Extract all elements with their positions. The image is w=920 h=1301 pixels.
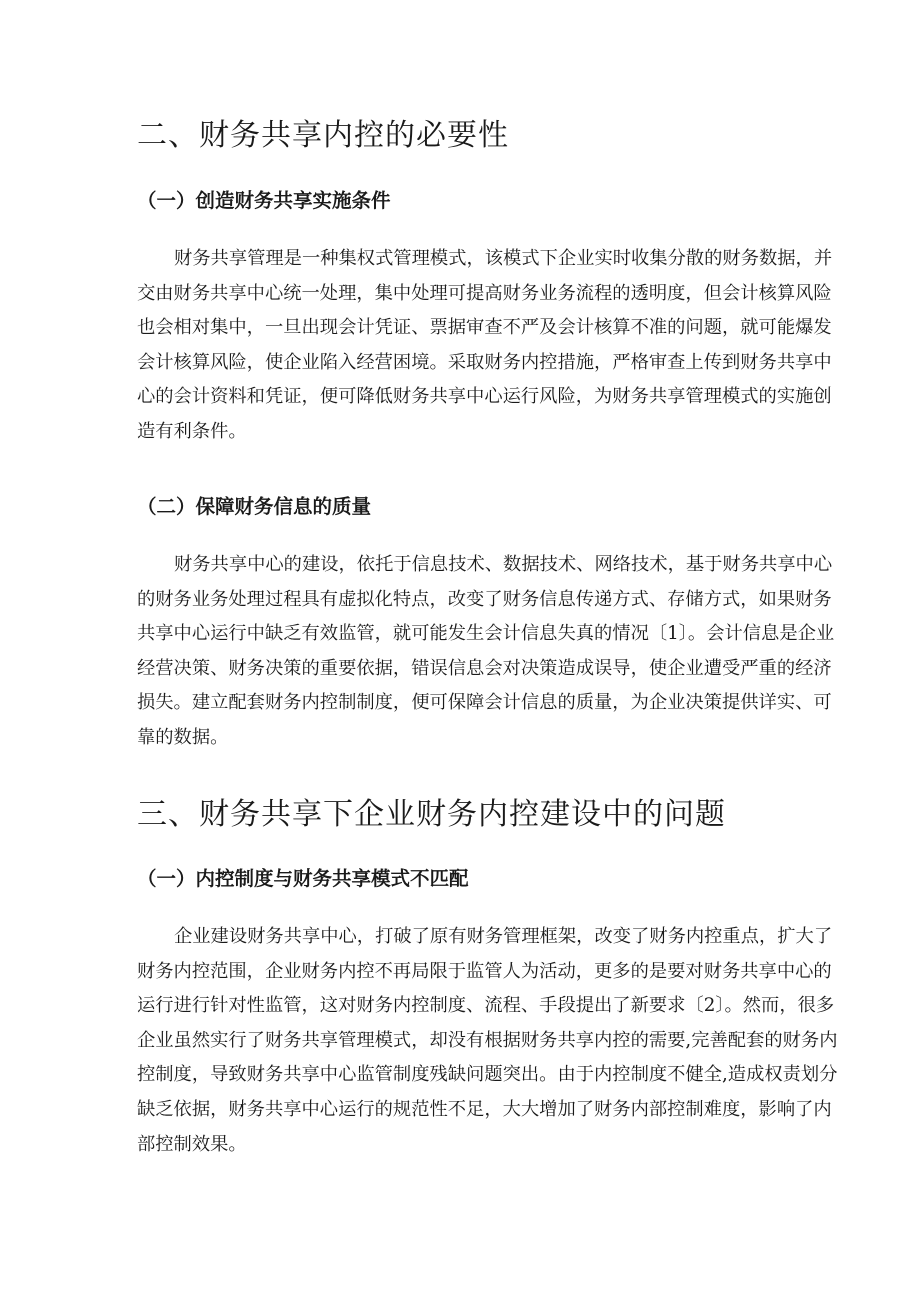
paragraph-line: 的财务业务处理过程具有虚拟化特点，改变了财务信息传递方式、存储方式，如果财务	[137, 588, 832, 610]
paragraph-line: 部控制效果。	[137, 1133, 247, 1155]
paragraph-line: 经营决策、财务决策的重要依据，错误信息会对决策造成误导，使企业遭受严重的经济	[137, 657, 832, 679]
paragraph-line: 交由财务共享中心统一处理，集中处理可提高财务业务流程的透明度，但会计核算风险	[137, 282, 832, 304]
paragraph	[137, 920, 838, 1162]
paragraph-line: 财务内控范围，企业财务内控不再局限于监管人为活动，更多的是要对财务共享中心的	[137, 960, 832, 982]
subsection-heading: （二）保障财务信息的质量	[137, 495, 372, 518]
paragraph-line: 财务共享中心的建设，依托于信息技术、数据技术、网络技术，基于财务共享中心	[174, 554, 833, 575]
paragraph-line: 损失。建立配套财务内控制制度，便可保障会计信息的质量，为企业决策提供详实、可	[137, 692, 832, 714]
paragraph-line: 财务共享管理是一种集权式管理模式，该模式下企业实时收集分散的财务数据，并	[174, 248, 833, 269]
paragraph-line: 靠的数据。	[137, 726, 229, 748]
paragraph-line: 也会相对集中，一旦出现会计凭证、票据审查不严及会计核算不准的问题，就可能爆发	[137, 317, 832, 339]
paragraph	[137, 548, 835, 756]
paragraph-line: 运行进行针对性监管，这对财务内控制度、流程、手段提出了新要求〔2〕。然而，很多	[137, 995, 835, 1017]
paragraph-line: 企业建设财务共享中心，打破了原有财务管理框架，改变了财务内控重点，扩大了	[174, 926, 833, 947]
paragraph-line: 心的会计资料和凭证，便可降低财务共享中心运行风险，为财务共享管理模式的实施创	[137, 386, 832, 408]
section-heading: 三、财务共享下企业财务内控建设中的问题	[137, 797, 726, 832]
paragraph-line: 控制度，导致财务共享中心监管制度残缺问题突出。由于内控制度不健全,造成权责划分	[137, 1064, 838, 1086]
paragraph-line: 会计核算风险，使企业陷入经营困境。采取财务内控措施，严格审查上传到财务共享中	[137, 351, 832, 373]
paragraph-line: 缺乏依据，财务共享中心运行的规范性不足，大大增加了财务内部控制难度，影响了内	[137, 1098, 832, 1120]
paragraph	[137, 242, 833, 450]
section-heading: 二、财务共享内控的必要性	[137, 118, 509, 153]
subsection-heading: （一）创造财务共享实施条件	[137, 189, 391, 212]
paragraph-line: 企业虽然实行了财务共享管理模式，却没有根据财务共享内控的需要,完善配套的财务内	[137, 1029, 838, 1051]
subsection-heading: （一）内控制度与财务共享模式不匹配	[137, 867, 469, 890]
paragraph-line: 共享中心运行中缺乏有效监管，就可能发生会计信息失真的情况〔1〕。会计信息是企业	[137, 623, 835, 645]
paragraph-line: 造有利条件。	[137, 420, 247, 442]
